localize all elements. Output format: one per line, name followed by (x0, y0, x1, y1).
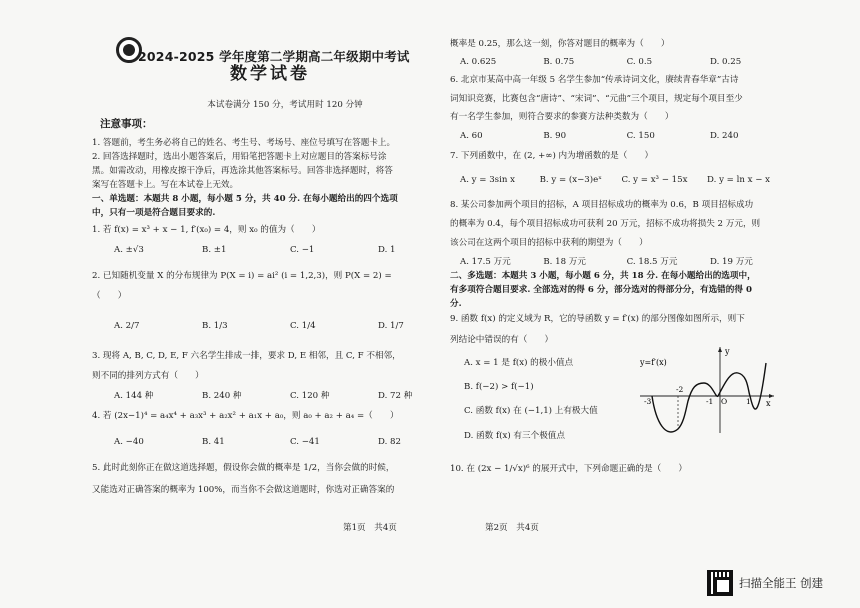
q9-option-b[interactable]: B. f(−2) > f(−1) (464, 382, 534, 392)
option-c[interactable]: C. 0.5 (626, 57, 653, 67)
q3-stem: 则不同的排列方式有（ ） (92, 371, 204, 381)
section-2-heading: 有多项符合题目要求. 全部选对的得 6 分，部分选对的得部分分，有选错的得 0 (450, 285, 752, 295)
section-1-heading: 中，只有一项是符合题目要求的. (92, 208, 216, 218)
option-a[interactable]: A. 144 种 (114, 391, 154, 401)
option-c[interactable]: C. −41 (290, 437, 320, 447)
option-b[interactable]: B. 0.75 (543, 57, 575, 67)
option-c[interactable]: C. −1 (290, 245, 315, 255)
option-b[interactable]: B. 1/3 (202, 321, 228, 331)
q6-stem: 词知识竞赛，比赛包含“唐诗”、“宋词”、“元曲”三个项目，规定每个项目至少 (450, 94, 743, 104)
q5-stem: 5. 此时此刻你正在做这道选择题，假设你会做的概率是 1/2，当你会做的时候， (92, 463, 395, 473)
option-d[interactable]: D. 1/7 (378, 321, 404, 331)
q5-options (460, 56, 780, 70)
option-a[interactable]: A. 60 (460, 131, 483, 141)
q1-options (114, 244, 448, 258)
notice-heading: 注意事项： (100, 118, 153, 130)
q6-stem: 有一名学生参加，则符合要求的参赛方法种类数为（ ） (450, 112, 674, 122)
section-1-heading: 一、单选题：本题共 8 小题，每小题 5 分，共 40 分. 在每小题给出的四个选项 (92, 194, 398, 204)
tick-label: -1 (706, 397, 714, 406)
section-2-heading: 分. (450, 299, 462, 309)
q8-options (460, 256, 780, 270)
x-axis-arrow (769, 394, 774, 398)
exam-title: 2024-2025 学年度第二学期高二年级期中考试 (138, 49, 410, 64)
scanner-label: 扫描全能王 创建 (739, 576, 824, 590)
option-b[interactable]: B. 18 万元 (543, 257, 586, 267)
option-d[interactable]: D. y = ln x − x (707, 175, 770, 185)
q7-stem: 7. 下列函数中，在 (2, +∞) 内为增函数的是（ ） (450, 151, 654, 161)
q7-options (460, 174, 780, 188)
q9-option-a[interactable]: A. x = 1 是 f(x) 的极小值点 (464, 358, 574, 368)
option-b[interactable]: B. ±1 (202, 245, 227, 255)
x-axis-label: x (766, 399, 771, 408)
option-a[interactable]: A. ±√3 (114, 245, 144, 255)
q8-stem: 该公司在这两个项目的招标中获利的期望为（ ） (450, 238, 648, 248)
option-d[interactable]: D. 0.25 (709, 57, 742, 67)
q2-stem: 2. 已知随机变量 X 的分布规律为 P(X = i) = ai² (i = 1,2,3)，则 P(X = 2) = (92, 271, 392, 281)
option-a[interactable]: A. y = 3sin x (460, 175, 515, 185)
qr-code-icon (707, 570, 733, 596)
option-d[interactable]: D. 82 (378, 437, 401, 447)
y-axis-arrow (718, 347, 722, 352)
q3-stem: 3. 现将 A, B, C, D, E, F 六名学生排成一排，要求 D, E 相邻，且 C, F 不相邻， (92, 351, 401, 361)
option-a[interactable]: A. 2/7 (114, 321, 140, 331)
option-d[interactable]: D. 72 种 (378, 391, 413, 401)
notice-line: 1. 答题前，考生务必将自己的姓名、考生号、考场号、座位号填写在答题卡上。 (92, 138, 396, 148)
page-number-right: 第2页 共4页 (485, 523, 539, 533)
q6-options (460, 130, 780, 144)
q2-options (114, 320, 448, 334)
subject-title: 数学试卷 (230, 64, 310, 84)
option-b[interactable]: B. 41 (202, 437, 225, 447)
scanner-watermark (707, 570, 823, 596)
tick-label: 1 (746, 397, 751, 406)
section-2-heading: 二、多选题：本题共 3 小题，每小题 6 分，共 18 分. 在每小题给出的选项中， (450, 271, 756, 281)
q9-option-c[interactable]: C. 函数 f(x) 在 (−1,1) 上有极大值 (464, 406, 598, 416)
option-d[interactable]: D. 240 (709, 131, 739, 141)
option-b[interactable]: B. y = (x−3)eˣ (539, 175, 602, 185)
q1-stem: 1. 若 f(x) = x³ + x − 1, f′(x₀) = 4，则 x₀ 的值为（ ） (92, 225, 321, 235)
q4-options (114, 436, 448, 450)
tick-label: -2 (676, 385, 684, 394)
q10-stem: 10. 在 (2x − 1/√x)⁶ 的展开式中，下列命题正确的是（ ） (450, 464, 687, 474)
origin-label: O (721, 397, 728, 406)
option-c[interactable]: C. 18.5 万元 (626, 257, 678, 267)
q8-stem: 的概率为 0.4，每个项目招标成功可获利 20 万元，招标不成功将损失 2 万元，则 (450, 219, 761, 229)
y-axis-label: y (725, 347, 730, 356)
option-c[interactable]: C. 120 种 (290, 391, 330, 401)
notice-line: 案写在答题卡上。写在本试卷上无效。 (92, 180, 239, 190)
q5-continued: 概率是 0.25，那么这一刻，你答对题目的概率为（ ） (450, 39, 670, 49)
page-1 (92, 0, 448, 560)
option-c[interactable]: C. y = x³ − 15x (621, 175, 688, 185)
q5-stem: 又能选对正确答案的概率为 100%，而当你不会做这道题时，你选对正确答案的 (92, 485, 395, 495)
option-b[interactable]: B. 240 种 (202, 391, 242, 401)
q3-options (114, 390, 448, 404)
option-a[interactable]: A. −40 (114, 437, 144, 447)
curve-label: y=f′(x) (640, 358, 667, 367)
q4-stem: 4. 若 (2x−1)⁴ = a₄x⁴ + a₃x³ + a₂x² + a₁x + a₀，则 a₀ + a₂ + a₄ =（ ） (92, 411, 399, 421)
option-b[interactable]: B. 90 (543, 131, 567, 141)
tick-label: -3 (644, 397, 652, 406)
q2-paren: （ ） (92, 291, 127, 301)
option-a[interactable]: A. 17.5 万元 (460, 257, 511, 267)
notice-line: 2. 回答选择题时，选出小题答案后，用铅笔把答题卡上对应题目的答案标号涂 (92, 152, 387, 162)
q9-stem: 列结论中错误的有（ ） (450, 335, 554, 345)
q9-option-d[interactable]: D. 函数 f(x) 有三个极值点 (464, 431, 565, 441)
option-d[interactable]: D. 1 (378, 245, 396, 255)
option-c[interactable]: C. 1/4 (290, 321, 316, 331)
notice-line: 黑。如需改动，用橡皮擦干净后，再选涂其他答案标号。回答非选择题时，将答 (92, 166, 393, 176)
derivative-graph (632, 343, 777, 435)
q8-stem: 8. 某公司参加两个项目的招标，A 项目招标成功的概率为 0.6，B 项目招标成功 (450, 200, 754, 210)
page-2 (450, 0, 780, 560)
q9-stem: 9. 函数 f(x) 的定义域为 R，它的导函数 y = f′(x) 的部分图像如图所示，则下 (450, 314, 745, 324)
exam-info: 本试卷满分 150 分，考试用时 120 分钟 (207, 100, 363, 110)
option-c[interactable]: C. 150 (626, 131, 655, 141)
page-number-left: 第1页 共4页 (343, 523, 397, 533)
q6-stem: 6. 北京市某高中高一年级 5 名学生参加“传承诗词文化，赓续青春华章”古诗 (450, 75, 739, 85)
option-d[interactable]: D. 19 万元 (709, 257, 753, 267)
option-a[interactable]: A. 0.625 (460, 57, 497, 67)
